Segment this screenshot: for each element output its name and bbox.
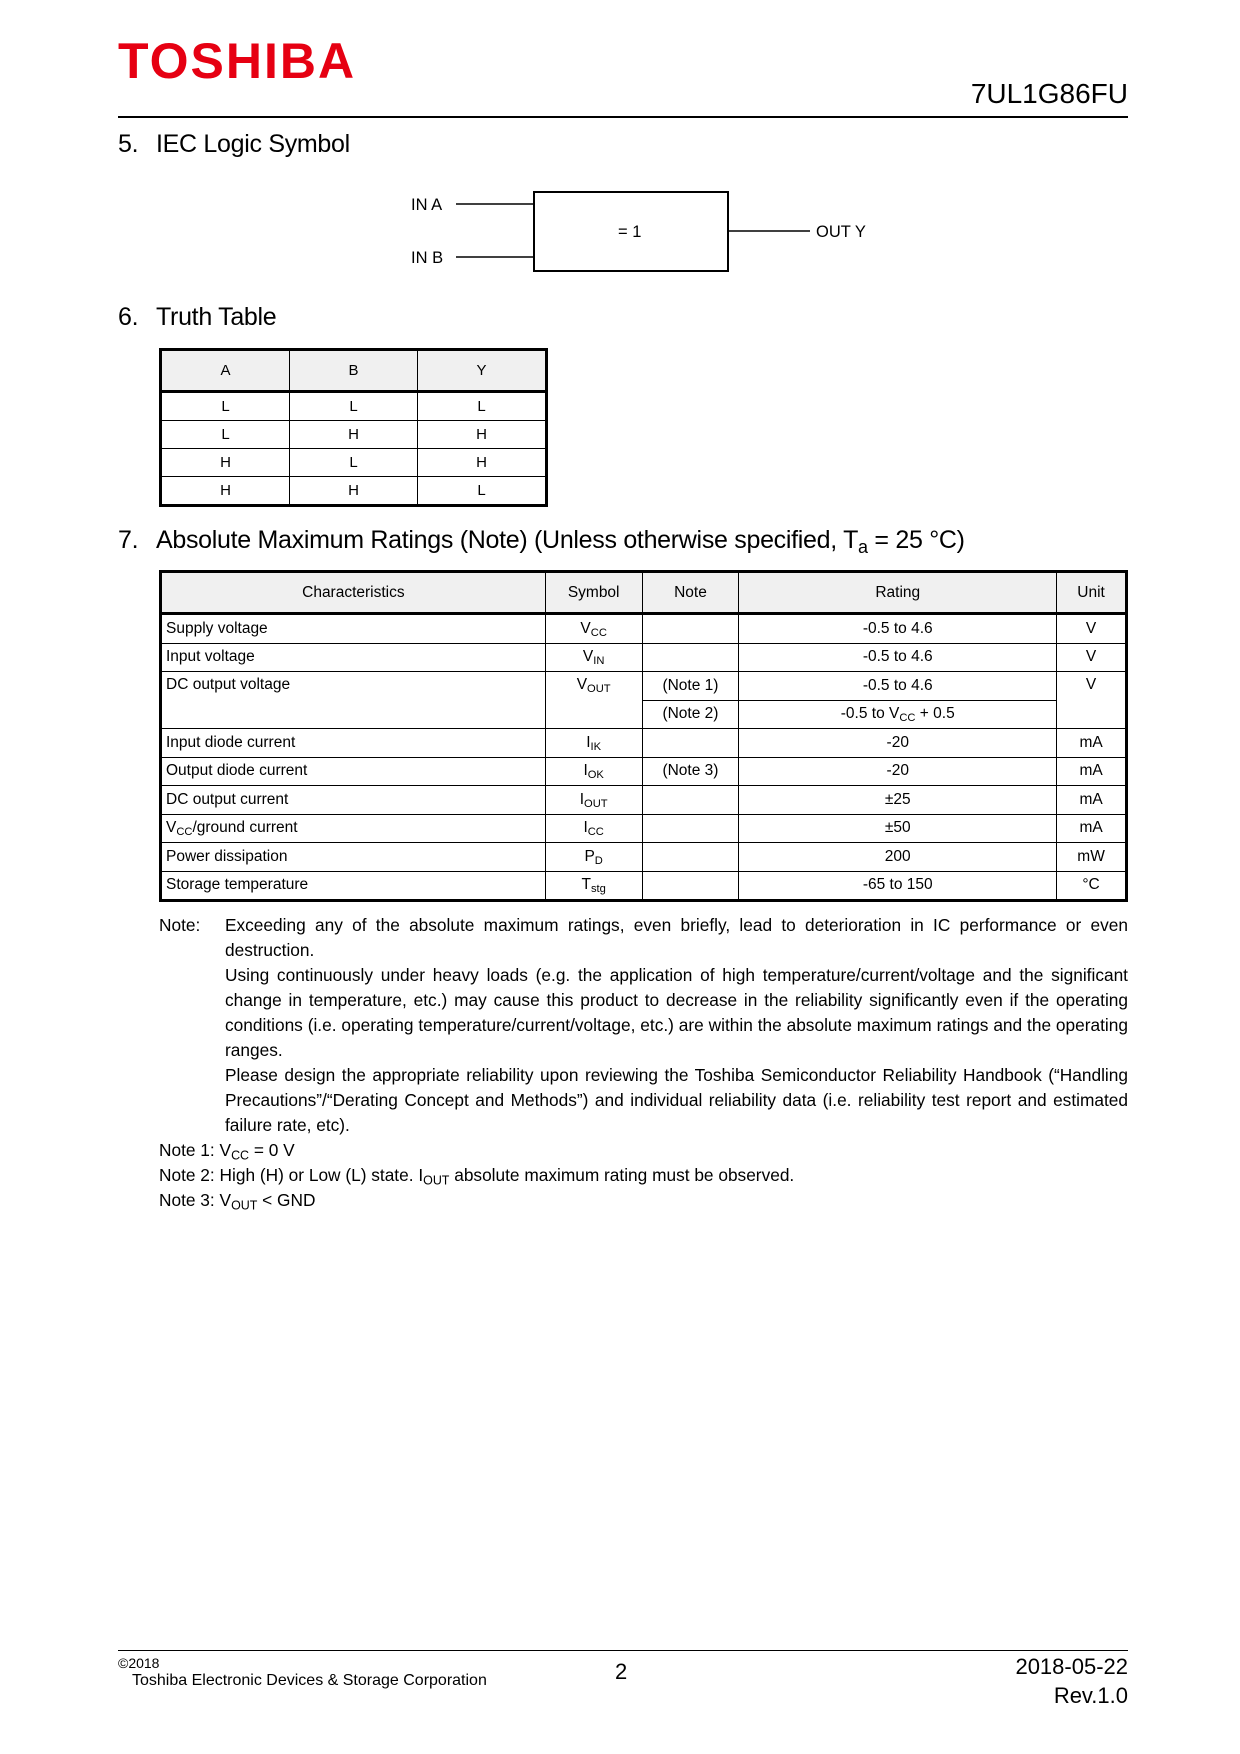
unit-cell: °C bbox=[1057, 871, 1127, 901]
table-cell: H bbox=[290, 477, 418, 506]
characteristic-cell: DC output voltage bbox=[161, 672, 546, 729]
table-row bbox=[161, 614, 1127, 644]
corporation-name: Toshiba Electronic Devices & Storage Corporation bbox=[132, 1672, 487, 1689]
rating-cell: 200 bbox=[739, 843, 1057, 872]
table-cell: L bbox=[418, 477, 547, 506]
section-7-title: Absolute Maximum Ratings (Note) (Unless otherwise specified, $T_a = 25$ °C) bbox=[156, 526, 965, 558]
note-cell bbox=[642, 814, 739, 843]
unit-cell: mA bbox=[1057, 757, 1127, 786]
note-cell bbox=[642, 643, 739, 672]
table-row bbox=[161, 814, 1127, 843]
absolute-maximum-ratings-table bbox=[159, 570, 1128, 902]
label-gate-function: = 1 bbox=[618, 223, 642, 241]
characteristic-cell: $V_{CC}$/ground current bbox=[161, 814, 546, 843]
section-5-number: 5. bbox=[118, 130, 139, 158]
label-out-y: OUT Y bbox=[816, 223, 866, 241]
column-header-unit: Unit bbox=[1057, 572, 1127, 614]
note-cell: (Note 3) bbox=[642, 757, 739, 786]
rating-cell: -0.5 to 4.6 bbox=[739, 672, 1057, 701]
copyright: ©2018 bbox=[118, 1655, 160, 1671]
note-paragraph-1: Exceeding any of the absolute maximum ratings, even briefly, lead to deterioration in IC performance or even destruction. bbox=[225, 915, 1128, 960]
rating-cell: -0.5 to 4.6 bbox=[739, 643, 1057, 672]
characteristic-cell: DC output current bbox=[161, 786, 546, 815]
symbol-cell: $I_{CC}$ bbox=[545, 814, 642, 843]
section-6-title: Truth Table bbox=[156, 303, 277, 331]
table-cell: H bbox=[161, 449, 290, 477]
table-cell: L bbox=[161, 392, 290, 421]
characteristic-cell: Output diode current bbox=[161, 757, 546, 786]
section-6-number: 6. bbox=[118, 303, 139, 331]
characteristic-cell: Supply voltage bbox=[161, 614, 546, 644]
table-row bbox=[161, 672, 1127, 701]
rating-cell: -20 bbox=[739, 729, 1057, 758]
iec-logic-symbol bbox=[400, 180, 900, 290]
footer-divider bbox=[118, 1650, 1128, 1651]
unit-cell: V bbox=[1057, 614, 1127, 644]
section-6-heading bbox=[118, 305, 276, 330]
characteristic-cell: Input voltage bbox=[161, 643, 546, 672]
section-5-title: IEC Logic Symbol bbox=[156, 130, 350, 158]
toshiba-logo: TOSHIBA bbox=[118, 33, 357, 89]
table-row bbox=[161, 477, 547, 506]
label-in-b: IN B bbox=[411, 249, 444, 267]
note-cell bbox=[642, 729, 739, 758]
part-number: 7UL1G86FU bbox=[970, 78, 1128, 109]
column-header-y: Y bbox=[418, 350, 547, 392]
revision: Rev.1.0 bbox=[1053, 1683, 1128, 1708]
truth-table-header-row bbox=[161, 350, 547, 392]
table-cell: L bbox=[418, 392, 547, 421]
note-paragraph-2: Using continuously under heavy loads (e.g. the application of high temperature/current/voltage and the significant change in temperature, etc.) may cause this product to decrease in the reliability significantly even if the operating conditions (i.e. operating temperature/current/voltage, etc.) are within the absolute maximum ratings and the operating ranges. bbox=[225, 965, 1128, 1060]
table-cell: H bbox=[290, 421, 418, 449]
note-body bbox=[225, 913, 1128, 1138]
unit-cell: mW bbox=[1057, 843, 1127, 872]
table-cell: L bbox=[161, 421, 290, 449]
table-cell: L bbox=[290, 392, 418, 421]
note-label: Note: bbox=[159, 915, 201, 935]
page-number: 2 bbox=[615, 1659, 628, 1684]
amr-header-row bbox=[161, 572, 1127, 614]
column-header-note: Note bbox=[642, 572, 739, 614]
column-header-rating: Rating bbox=[739, 572, 1057, 614]
document-date: 2018-05-22 bbox=[1015, 1654, 1128, 1679]
table-cell: H bbox=[418, 421, 547, 449]
symbol-cell: $V_{IN}$ bbox=[545, 643, 642, 672]
column-header-b: B bbox=[290, 350, 418, 392]
symbol-cell: $T_{stg}$ bbox=[545, 871, 642, 901]
note-cell bbox=[642, 843, 739, 872]
characteristic-cell: Storage temperature bbox=[161, 871, 546, 901]
table-row bbox=[161, 643, 1127, 672]
symbol-cell: $I_{IK}$ bbox=[545, 729, 642, 758]
rating-cell: ±25 bbox=[739, 786, 1057, 815]
note-cell: (Note 2) bbox=[642, 700, 739, 729]
section-7-number: 7. bbox=[118, 526, 139, 554]
notes-block bbox=[159, 913, 1128, 1213]
note-cell bbox=[642, 871, 739, 901]
note-cell bbox=[642, 614, 739, 644]
symbol-cell: $I_{OUT}$ bbox=[545, 786, 642, 815]
truth-table bbox=[159, 348, 548, 507]
table-cell: H bbox=[161, 477, 290, 506]
table-cell: L bbox=[290, 449, 418, 477]
characteristic-cell: Input diode current bbox=[161, 729, 546, 758]
column-header-characteristics: Characteristics bbox=[161, 572, 546, 614]
column-header-a: A bbox=[161, 350, 290, 392]
unit-cell: mA bbox=[1057, 729, 1127, 758]
unit-cell: V bbox=[1057, 643, 1127, 672]
table-row bbox=[161, 421, 547, 449]
table-row bbox=[161, 449, 547, 477]
rating-cell: -0.5 to 4.6 bbox=[739, 614, 1057, 644]
table-row bbox=[161, 757, 1127, 786]
header-divider bbox=[118, 116, 1128, 118]
section-5-heading bbox=[118, 132, 350, 157]
rating-cell: ±50 bbox=[739, 814, 1057, 843]
unit-cell: V bbox=[1057, 672, 1127, 729]
unit-cell: mA bbox=[1057, 814, 1127, 843]
table-row bbox=[161, 843, 1127, 872]
table-row bbox=[161, 871, 1127, 901]
symbol-cell: $I_{OK}$ bbox=[545, 757, 642, 786]
unit-cell: mA bbox=[1057, 786, 1127, 815]
label-in-a: IN A bbox=[411, 196, 443, 214]
characteristic-cell: Power dissipation bbox=[161, 843, 546, 872]
table-row bbox=[161, 392, 547, 421]
symbol-cell: $P_D$ bbox=[545, 843, 642, 872]
note-3: Note 3: $V_{OUT}$ < GND bbox=[159, 1190, 316, 1213]
column-header-symbol: Symbol bbox=[545, 572, 642, 614]
note-1: Note 1: $V_{CC} = 0$ V bbox=[159, 1140, 295, 1163]
rating-cell: -65 to 150 bbox=[739, 871, 1057, 901]
note-2: Note 2: High (H) or Low (L) state. $I_{OUT}$ absolute maximum rating must be observed. bbox=[159, 1165, 795, 1188]
symbol-cell: $V_{OUT}$ bbox=[545, 672, 642, 729]
rating-cell: -20 bbox=[739, 757, 1057, 786]
note-cell bbox=[642, 786, 739, 815]
note-paragraph-3: Please design the appropriate reliability upon reviewing the Toshiba Semiconductor Reliability Handbook (“Handling Precautions”/“Derating Concept and Methods”) and individual reliability data (i.e. reliability test report and estimated failure rate, etc). bbox=[225, 1065, 1128, 1135]
table-cell: H bbox=[418, 449, 547, 477]
section-7-heading bbox=[118, 526, 965, 558]
symbol-cell: $V_{CC}$ bbox=[545, 614, 642, 644]
table-row bbox=[161, 786, 1127, 815]
rating-cell: -0.5 to $V_{CC} + 0.5$ bbox=[739, 700, 1057, 729]
note-cell: (Note 1) bbox=[642, 672, 739, 701]
table-row bbox=[161, 729, 1127, 758]
